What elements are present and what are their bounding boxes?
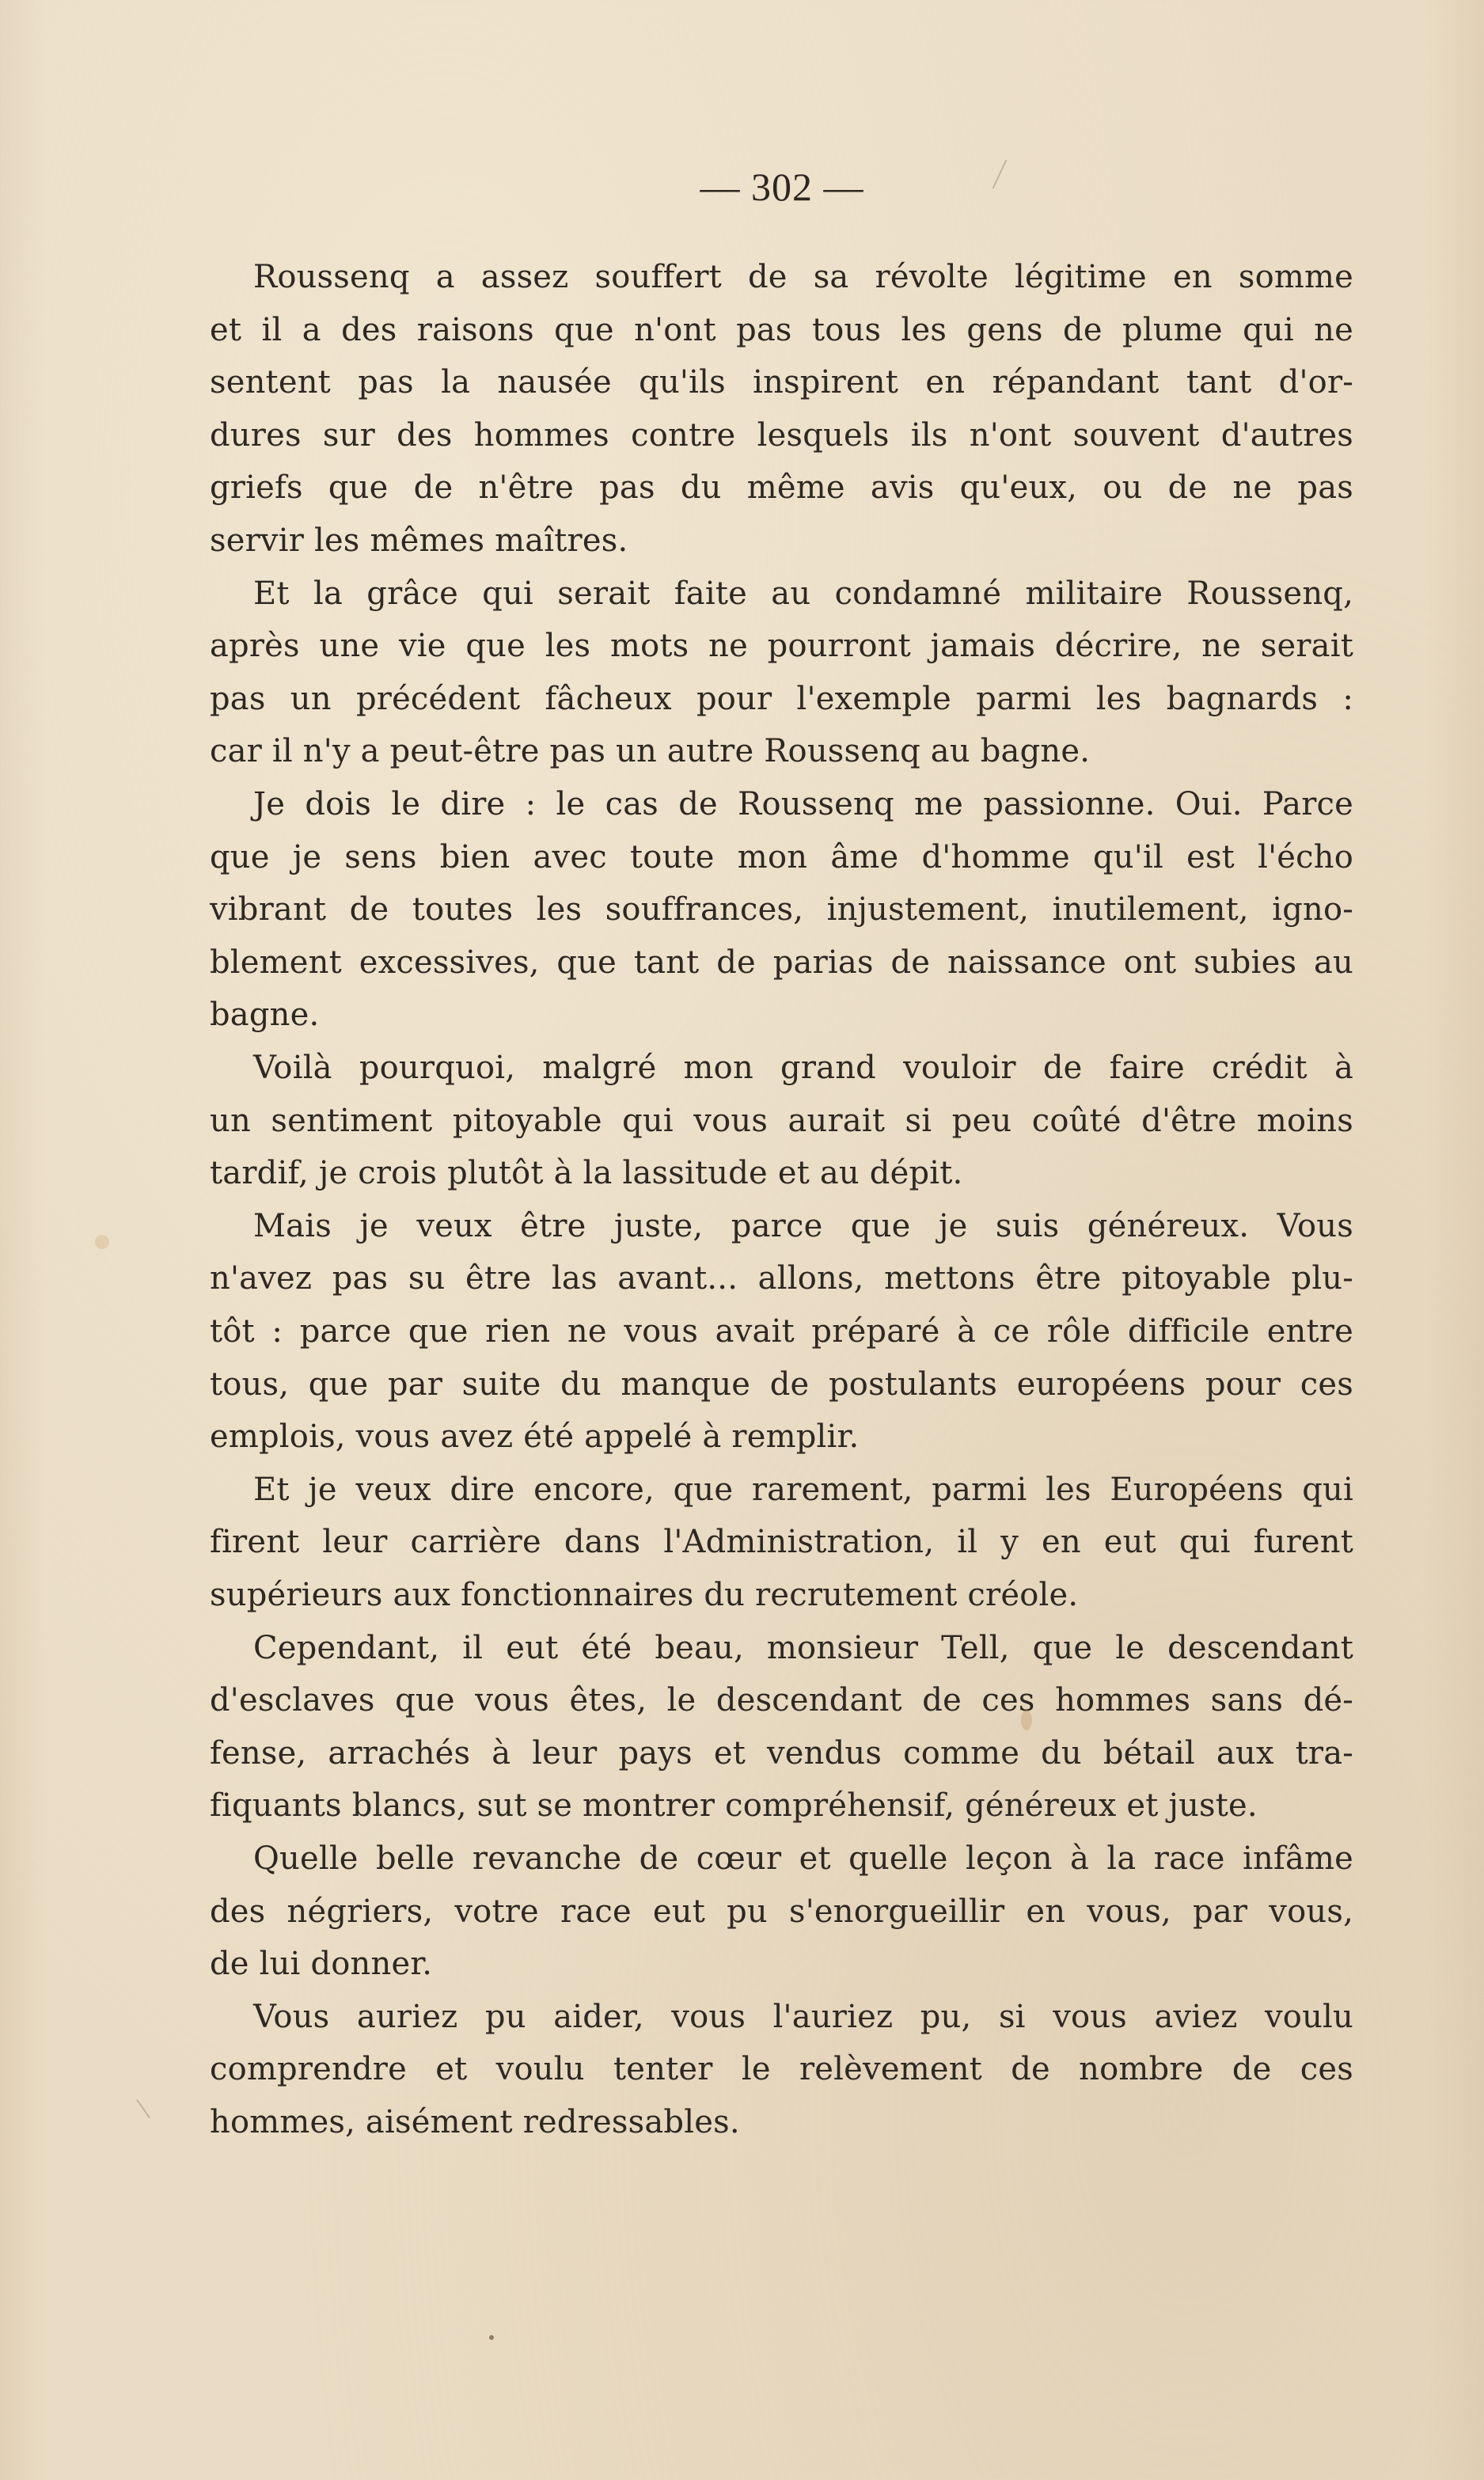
text-line: emplois, vous avez été appelé à remplir.: [210, 1418, 860, 1456]
text-line: supérieurs aux fonctionnaires du recrutement créole.: [210, 1577, 1079, 1613]
text-line: fense, arrachés à leur pays et vendus comme du bétail aux tra-: [210, 1734, 1353, 1772]
text-line: tous, que par suite du manque de postulants européens pour ces: [210, 1365, 1353, 1403]
text-line: n'avez pas su être las avant... allons, mettons être pitoyable plu-: [210, 1260, 1353, 1297]
text-line: dures sur des hommes contre lesquels ils n'ont souvent d'autres: [210, 416, 1353, 454]
text-line: fiquants blancs, sut se montrer compréhensif, généreux et juste.: [210, 1787, 1258, 1825]
paper-stain: [1021, 1710, 1032, 1730]
text-line: de lui donner.: [210, 1946, 433, 1983]
text-line: vibrant de toutes les souffrances, injustement, inutilement, igno-: [210, 891, 1353, 929]
text-line: tôt : parce que rien ne vous avait préparé à ce rôle difficile entre: [210, 1313, 1353, 1350]
text-line: griefs que de n'être pas du même avis qu'eux, ou de ne pas: [210, 469, 1353, 507]
text-line: pas un précédent fâcheux pour l'exemple parmi les bagnards :: [210, 680, 1353, 717]
text-line: bagne.: [210, 997, 320, 1034]
text-line: Mais je veux être juste, parce que je suis généreux. Vous: [253, 1207, 1353, 1244]
text-line: Et je veux dire encore, que rarement, parmi les Européens qui: [253, 1471, 1353, 1508]
text-line: blement excessives, que tant de parias de naissance ont subies au: [210, 944, 1353, 981]
paper-mark: [136, 2099, 150, 2118]
text-line: Quelle belle revanche de cœur et quelle leçon à la race infâme: [253, 1840, 1353, 1877]
text-line: sentent pas la nausée qu'ils inspirent en répandant tant d'or-: [210, 364, 1353, 401]
text-line: des négriers, votre race eut pu s'enorgueillir en vous, par vous,: [210, 1893, 1353, 1930]
text-line: Cependant, il eut été beau, monsieur Tell, que le descendant: [253, 1629, 1353, 1666]
text-line: hommes, aisément redressables.: [210, 2104, 740, 2140]
text-line: firent leur carrière dans l'Administration, il y en eut qui furent: [210, 1524, 1353, 1561]
text-line: que je sens bien avec toute mon âme d'homme qu'il est l'écho: [210, 838, 1353, 875]
page-number: — 302 —: [700, 165, 864, 209]
text-line: tardif, je crois plutôt à la lassitude et au dépit.: [210, 1155, 963, 1192]
text-line: car il n'y a peut-être pas un autre Roussenq au bagne.: [210, 733, 1091, 770]
text-line: servir les mêmes maîtres.: [210, 522, 628, 559]
paper-stain: [95, 1235, 109, 1249]
text-line: d'esclaves que vous êtes, le descendant de ces hommes sans dé-: [210, 1682, 1353, 1719]
text-line: un sentiment pitoyable qui vous aurait si peu coûté d'être moins: [210, 1102, 1353, 1139]
text-line: comprendre et voulu tenter le relèvement de nombre de ces: [210, 2051, 1353, 2088]
text-line: Vous auriez pu aider, vous l'auriez pu, si vous aviez voulu: [253, 1998, 1353, 2035]
text-line: Je dois le dire : le cas de Roussenq me passionne. Oui. Parce: [253, 786, 1353, 822]
paper-dot: [489, 2335, 494, 2340]
text-line: et il a des raisons que n'ont pas tous les gens de plume qui ne: [210, 311, 1353, 348]
text-line: Roussenq a assez souffert de sa révolte légitime en somme: [253, 259, 1353, 295]
text-line: Et la grâce qui serait faite au condamné militaire Roussenq,: [253, 575, 1353, 612]
text-line: après une vie que les mots ne pourront jamais décrire, ne serait: [210, 628, 1353, 665]
text-line: Voilà pourquoi, malgré mon grand vouloir de faire crédit à: [253, 1050, 1353, 1086]
